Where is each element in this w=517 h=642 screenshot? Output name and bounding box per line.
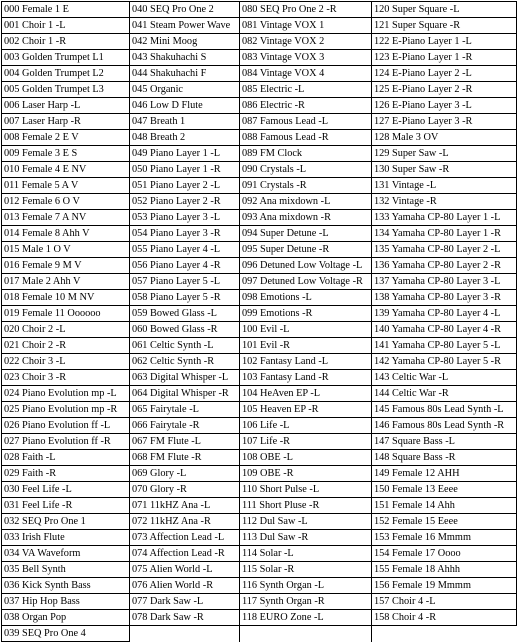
patch-cell: 026 Piano Evolution ff -L [2,418,130,434]
table-row [2,626,517,642]
patch-cell: 005 Golden Trumpet L3 [2,82,130,98]
table-row [2,242,517,258]
patch-cell: 139 Yamaha CP-80 Layer 4 -L [372,306,517,322]
patch-cell: 065 Fairytale -L [130,402,240,418]
table-row [2,514,517,530]
patch-cell: 103 Fantasy Land -R [240,370,372,386]
patch-cell: 136 Yamaha CP-80 Layer 2 -R [372,258,517,274]
patch-cell: 036 Kick Synth Bass [2,578,130,594]
patch-cell: 060 Bowed Glass -R [130,322,240,338]
patch-cell: 031 Feel Life -R [2,498,130,514]
patch-cell: 002 Choir 1 -R [2,34,130,50]
patch-cell: 071 11kHZ Ana -L [130,498,240,514]
patch-cell: 069 Glory -L [130,466,240,482]
patch-cell: 129 Super Saw -L [372,146,517,162]
patch-cell: 032 SEQ Pro One 1 [2,514,130,530]
table-row [2,578,517,594]
patch-cell: 016 Female 9 M V [2,258,130,274]
patch-cell: 040 SEQ Pro One 2 [130,2,240,18]
patch-cell: 125 E-Piano Layer 2 -R [372,82,517,98]
patch-cell: 148 Square Bass -R [372,450,517,466]
patch-cell: 121 Super Square -R [372,18,517,34]
patch-cell: 033 Irish Flute [2,530,130,546]
patch-cell: 150 Female 13 Eeee [372,482,517,498]
table-row [2,146,517,162]
table-row [2,354,517,370]
patch-cell: 019 Female 11 Oooooo [2,306,130,322]
table-row [2,290,517,306]
table-row [2,530,517,546]
patch-cell: 132 Vintage -R [372,194,517,210]
patch-cell: 063 Digital Whisper -L [130,370,240,386]
patch-cell: 157 Choir 4 -L [372,594,517,610]
patch-cell: 070 Glory -R [130,482,240,498]
table-row [2,434,517,450]
patch-cell: 017 Male 2 Ahh V [2,274,130,290]
patch-cell: 067 FM Flute -L [130,434,240,450]
patch-cell: 137 Yamaha CP-80 Layer 3 -L [372,274,517,290]
patch-cell: 074 Affection Lead -R [130,546,240,562]
table-row [2,226,517,242]
patch-cell: 158 Choir 4 -R [372,610,517,626]
patch-cell: 109 OBE -R [240,466,372,482]
patch-cell: 155 Female 18 Ahhh [372,562,517,578]
patch-cell: 059 Bowed Glass -L [130,306,240,322]
patch-cell: 085 Electric -L [240,82,372,98]
patch-cell: 044 Shakuhachi F [130,66,240,82]
patch-cell: 124 E-Piano Layer 2 -L [372,66,517,82]
patch-cell: 094 Super Detune -L [240,226,372,242]
patch-cell: 087 Famous Lead -L [240,114,372,130]
table-row [2,98,517,114]
patch-cell: 020 Choir 2 -L [2,322,130,338]
table-row [2,162,517,178]
patch-cell: 039 SEQ Pro One 4 [2,626,130,642]
patch-cell: 118 EURO Zone -L [240,610,372,626]
patch-cell: 107 Life -R [240,434,372,450]
patch-cell: 111 Short Pluse -R [240,498,372,514]
patch-cell: 062 Celtic Synth -R [130,354,240,370]
patch-cell: 078 Dark Saw -R [130,610,240,626]
table-row [2,498,517,514]
patch-cell: 018 Female 10 M NV [2,290,130,306]
table-row [2,274,517,290]
patch-cell: 098 Emotions -L [240,290,372,306]
patch-cell: 068 FM Flute -R [130,450,240,466]
patch-cell: 100 Evil -L [240,322,372,338]
patch-cell: 134 Yamaha CP-80 Layer 1 -R [372,226,517,242]
patch-cell: 046 Low D Flute [130,98,240,114]
patch-cell: 034 VA Waveform [2,546,130,562]
patch-cell: 104 HeAven EP -L [240,386,372,402]
patch-cell: 025 Piano Evolution mp -R [2,402,130,418]
table-row [2,306,517,322]
table-row [2,178,517,194]
patch-cell: 123 E-Piano Layer 1 -R [372,50,517,66]
patch-cell: 021 Choir 2 -R [2,338,130,354]
table-row [2,66,517,82]
patch-cell: 101 Evil -R [240,338,372,354]
patch-cell: 149 Female 12 AHH [372,466,517,482]
patch-cell: 143 Celtic War -L [372,370,517,386]
patch-cell: 131 Vintage -L [372,178,517,194]
patch-cell: 135 Yamaha CP-80 Layer 2 -L [372,242,517,258]
patch-cell: 130 Super Saw -R [372,162,517,178]
patch-cell: 053 Piano Layer 3 -L [130,210,240,226]
patch-cell: 092 Ana mixdown -L [240,194,372,210]
empty-cell [372,626,517,642]
patch-cell: 082 Vintage VOX 2 [240,34,372,50]
patch-cell: 058 Piano Layer 5 -R [130,290,240,306]
patch-cell: 043 Shakuhachi S [130,50,240,66]
patch-cell: 086 Electric -R [240,98,372,114]
patch-cell: 115 Solar -R [240,562,372,578]
patch-cell: 029 Faith -R [2,466,130,482]
patch-cell: 056 Piano Layer 4 -R [130,258,240,274]
patch-cell: 049 Piano Layer 1 -L [130,146,240,162]
table-row [2,386,517,402]
patch-cell: 064 Digital Whisper -R [130,386,240,402]
patch-cell: 047 Breath 1 [130,114,240,130]
table-row [2,2,517,18]
patch-cell: 091 Crystals -R [240,178,372,194]
patch-cell: 120 Super Square -L [372,2,517,18]
patch-cell: 127 E-Piano Layer 3 -R [372,114,517,130]
patch-cell: 011 Female 5 A V [2,178,130,194]
patch-cell: 030 Feel Life -L [2,482,130,498]
patch-cell: 080 SEQ Pro One 2 -R [240,2,372,18]
patch-list-body [2,2,517,642]
patch-cell: 057 Piano Layer 5 -L [130,274,240,290]
table-row [2,82,517,98]
table-row [2,466,517,482]
patch-cell: 023 Choir 3 -R [2,370,130,386]
patch-cell: 055 Piano Layer 4 -L [130,242,240,258]
patch-cell: 014 Female 8 Ahh V [2,226,130,242]
table-row [2,258,517,274]
patch-cell: 095 Super Detune -R [240,242,372,258]
patch-cell: 102 Fantasy Land -L [240,354,372,370]
patch-cell: 108 OBE -L [240,450,372,466]
patch-cell: 050 Piano Layer 1 -R [130,162,240,178]
patch-cell: 156 Female 19 Mmmm [372,578,517,594]
patch-cell: 110 Short Pulse -L [240,482,372,498]
patch-cell: 145 Famous 80s Lead Synth -L [372,402,517,418]
patch-cell: 133 Yamaha CP-80 Layer 1 -L [372,210,517,226]
patch-cell: 028 Faith -L [2,450,130,466]
patch-cell: 105 Heaven EP -R [240,402,372,418]
table-row [2,130,517,146]
patch-cell: 113 Dul Saw -R [240,530,372,546]
table-row [2,50,517,66]
patch-cell: 141 Yamaha CP-80 Layer 5 -L [372,338,517,354]
patch-cell: 038 Organ Pop [2,610,130,626]
patch-cell: 073 Affection Lead -L [130,530,240,546]
patch-cell: 003 Golden Trumpet L1 [2,50,130,66]
patch-cell: 138 Yamaha CP-80 Layer 3 -R [372,290,517,306]
patch-cell: 128 Male 3 OV [372,130,517,146]
patch-cell: 037 Hip Hop Bass [2,594,130,610]
patch-cell: 140 Yamaha CP-80 Layer 4 -R [372,322,517,338]
patch-cell: 061 Celtic Synth -L [130,338,240,354]
table-row [2,402,517,418]
patch-cell: 024 Piano Evolution mp -L [2,386,130,402]
patch-cell: 077 Dark Saw -L [130,594,240,610]
table-row [2,594,517,610]
table-row [2,482,517,498]
table-row [2,114,517,130]
patch-list-table [1,1,517,642]
patch-cell: 126 E-Piano Layer 3 -L [372,98,517,114]
patch-cell: 054 Piano Layer 3 -R [130,226,240,242]
empty-cell [130,626,240,642]
patch-cell: 088 Famous Lead -R [240,130,372,146]
patch-cell: 084 Vintage VOX 4 [240,66,372,82]
patch-cell: 090 Crystals -L [240,162,372,178]
patch-cell: 089 FM Clock [240,146,372,162]
empty-cell [240,626,372,642]
patch-cell: 008 Female 2 E V [2,130,130,146]
patch-cell: 116 Synth Organ -L [240,578,372,594]
patch-cell: 093 Ana mixdown -R [240,210,372,226]
patch-cell: 083 Vintage VOX 3 [240,50,372,66]
patch-cell: 147 Square Bass -L [372,434,517,450]
patch-cell: 151 Female 14 Ahh [372,498,517,514]
patch-cell: 096 Detuned Low Voltage -L [240,258,372,274]
patch-cell: 012 Female 6 O V [2,194,130,210]
patch-cell: 154 Female 17 Oooo [372,546,517,562]
patch-cell: 152 Female 15 Eeee [372,514,517,530]
patch-cell: 097 Detuned Low Voltage -R [240,274,372,290]
table-row [2,194,517,210]
patch-cell: 099 Emotions -R [240,306,372,322]
patch-cell: 106 Life -L [240,418,372,434]
table-row [2,450,517,466]
patch-cell: 010 Female 4 E NV [2,162,130,178]
table-row [2,34,517,50]
patch-cell: 052 Piano Layer 2 -R [130,194,240,210]
table-row [2,322,517,338]
patch-cell: 153 Female 16 Mmmm [372,530,517,546]
patch-cell: 144 Celtic War -R [372,386,517,402]
patch-cell: 041 Steam Power Wave [130,18,240,34]
patch-cell: 051 Piano Layer 2 -L [130,178,240,194]
patch-cell: 072 11kHZ Ana -R [130,514,240,530]
patch-cell: 007 Laser Harp -R [2,114,130,130]
patch-cell: 035 Bell Synth [2,562,130,578]
patch-cell: 048 Breath 2 [130,130,240,146]
patch-cell: 122 E-Piano Layer 1 -L [372,34,517,50]
patch-cell: 081 Vintage VOX 1 [240,18,372,34]
patch-cell: 117 Synth Organ -R [240,594,372,610]
patch-cell: 013 Female 7 A NV [2,210,130,226]
table-row [2,546,517,562]
patch-cell: 076 Alien World -R [130,578,240,594]
table-row [2,18,517,34]
patch-cell: 027 Piano Evolution ff -R [2,434,130,450]
patch-cell: 004 Golden Trumpet L2 [2,66,130,82]
patch-cell: 006 Laser Harp -L [2,98,130,114]
patch-cell: 015 Male 1 O V [2,242,130,258]
table-row [2,210,517,226]
patch-cell: 000 Female 1 E [2,2,130,18]
patch-cell: 001 Choir 1 -L [2,18,130,34]
patch-cell: 112 Dul Saw -L [240,514,372,530]
table-row [2,562,517,578]
patch-cell: 142 Yamaha CP-80 Layer 5 -R [372,354,517,370]
patch-cell: 045 Organic [130,82,240,98]
patch-cell: 022 Choir 3 -L [2,354,130,370]
patch-cell: 042 Mini Moog [130,34,240,50]
patch-cell: 146 Famous 80s Lead Synth -R [372,418,517,434]
patch-cell: 114 Solar -L [240,546,372,562]
patch-cell: 075 Alien World -L [130,562,240,578]
patch-cell: 009 Female 3 E S [2,146,130,162]
patch-cell: 066 Fairytale -R [130,418,240,434]
table-row [2,418,517,434]
table-row [2,338,517,354]
table-row [2,370,517,386]
table-row [2,610,517,626]
